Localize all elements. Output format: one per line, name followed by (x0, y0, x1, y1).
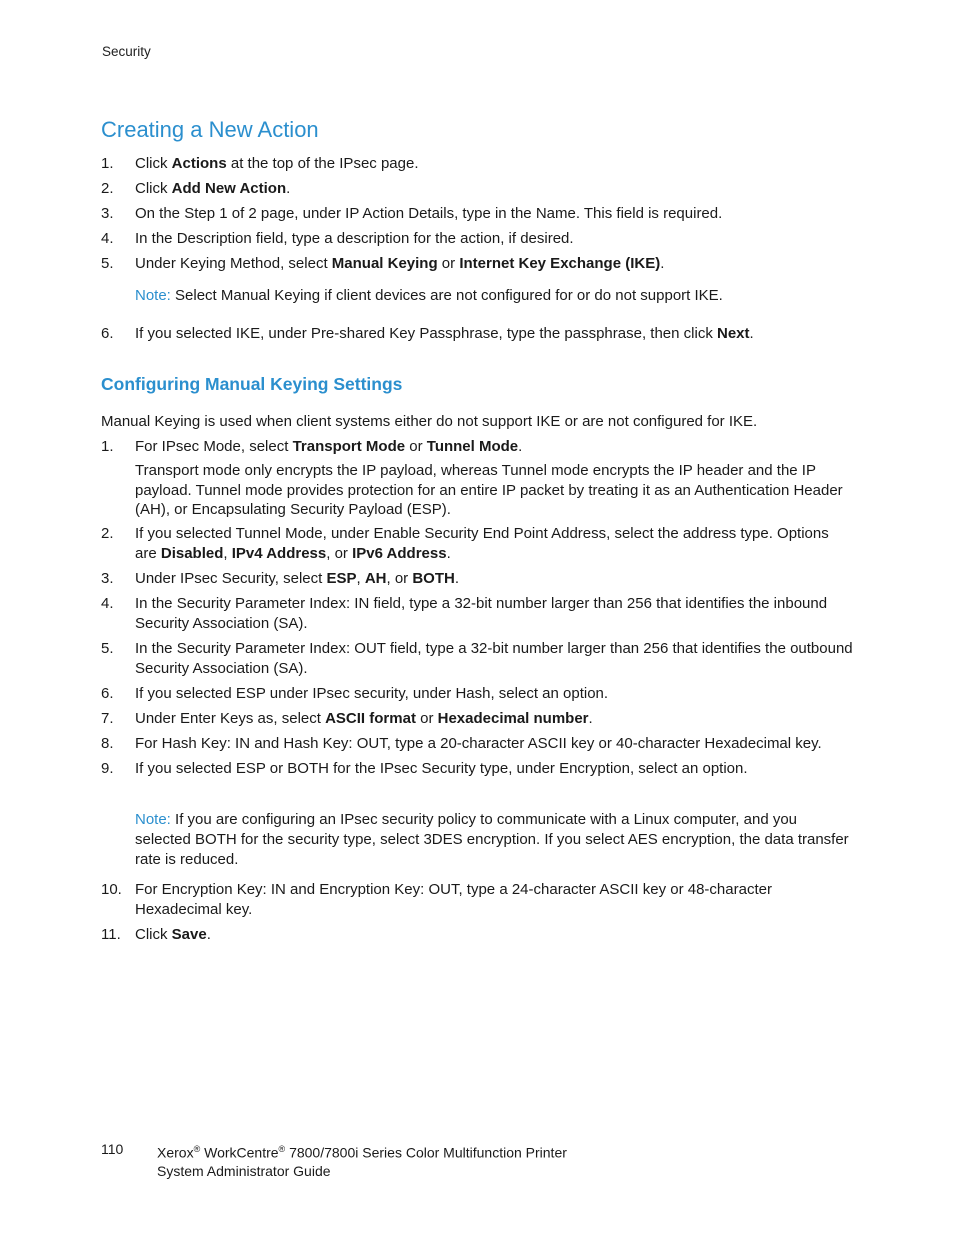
list-item (101, 684, 853, 704)
list-item (101, 254, 853, 274)
step-text: If you selected ESP or BOTH for the IPsec Security type, under Encryption, select an option. (135, 759, 748, 777)
step-number: 4. (101, 230, 114, 247)
step-text: Click Add New Action. (135, 180, 291, 197)
steps-list-manual-keying (101, 437, 853, 784)
section-title-manual-keying: Configuring Manual Keying Settings (101, 374, 403, 394)
step-number: 3. (101, 205, 114, 222)
list-item (101, 204, 853, 224)
list-item (101, 594, 853, 634)
page-number: 110 (101, 1141, 124, 1157)
list-item (101, 925, 853, 945)
step-text: Under Keying Method, select Manual Keying or Internet Key Exchange (IKE). (135, 255, 665, 272)
page-footer (101, 1140, 567, 1180)
step-number: 9. (101, 759, 114, 777)
note-label: Note: (135, 811, 171, 828)
intro-paragraph: Manual Keying is used when client systems either do not support IKE or are not configured for IKE. (101, 413, 758, 430)
note-text: Select Manual Keying if client devices are not configured for or do not support IKE. (170, 287, 723, 304)
list-item (101, 709, 853, 729)
step-number: 10. (101, 881, 122, 898)
step-number: 7. (101, 709, 114, 727)
step-text: In the Description field, type a description for the action, if desired. (135, 230, 574, 247)
guide-name: System Administrator Guide (157, 1162, 331, 1179)
step-text: For Hash Key: IN and Hash Key: OUT, type a 20-character ASCII key or 40-character Hexadecimal key. (135, 734, 822, 752)
list-item (101, 154, 853, 174)
running-header: Security (102, 44, 151, 59)
product-name: Xerox® WorkCentre® 7800/7800i Series Color Multifunction Printer (157, 1144, 567, 1161)
step-number: 11. (101, 926, 121, 943)
list-item (101, 569, 853, 589)
list-item (101, 734, 853, 754)
step-text: In the Security Parameter Index: IN field, type a 32-bit number larger than 256 that identifies the inbound Security Association (SA). (135, 594, 828, 632)
step-number: 6. (101, 684, 114, 702)
list-item (101, 179, 853, 199)
step-text: Under IPsec Security, select ESP, AH, or BOTH. (135, 569, 460, 587)
step-text: In the Security Parameter Index: OUT field, type a 32-bit number larger than 256 that identifies the outbound Security Association (SA). (135, 639, 853, 677)
step-detail: Transport mode only encrypts the IP payload, whereas Tunnel mode encrypts the IP header and the IP payload. Tunnel mode provides protection for an entire IP packet by treating it as an Authentication Header (AH), or Encapsulating Security Payload (ESP). (135, 462, 843, 518)
step-number: 3. (101, 569, 114, 587)
step-number: 4. (101, 594, 114, 612)
step-number: 2. (101, 180, 114, 197)
steps-list-creating-action (101, 154, 853, 279)
step-text: For Encryption Key: IN and Encryption Key: OUT, type a 24-character ASCII key or 48-character Hexadecimal key. (135, 881, 772, 918)
step-text: For IPsec Mode, select Transport Mode or Tunnel Mode. Transport mode only encrypts the IP payload, whereas Tunnel mode encrypts the IP header and the IP payload. Tunnel mode provides protection for an entire IP packet by treating it as an Authentication Header (AH), or Encapsulating Security Payload (ESP). (135, 437, 853, 520)
step-number: 8. (101, 734, 114, 752)
step-text: Under Enter Keys as, select ASCII format or Hexadecimal number. (135, 709, 593, 727)
step-number: 2. (101, 524, 114, 542)
step-text: Click Actions at the top of the IPsec page. (135, 155, 419, 172)
list-item (101, 759, 853, 779)
step-number: 1. (101, 438, 114, 455)
steps-list-manual-keying-cont (101, 880, 853, 950)
step-text: On the Step 1 of 2 page, under IP Action Details, type in the Name. This field is required. (135, 205, 723, 222)
step-number: 6. (101, 325, 114, 342)
note-label: Note: (135, 287, 171, 304)
step-text: If you selected IKE, under Pre-shared Key Passphrase, type the passphrase, then click Next. (135, 325, 754, 342)
note-keying (135, 286, 723, 306)
step-number: 5. (101, 255, 114, 272)
list-item (101, 639, 853, 679)
list-item (101, 524, 853, 564)
step-number: 5. (101, 639, 114, 657)
step-text: Click Save. (135, 926, 211, 943)
list-item (101, 437, 853, 520)
note-linux (135, 810, 853, 870)
step-number: 1. (101, 155, 114, 172)
steps-list-creating-action-cont (101, 324, 853, 349)
section-title-creating-action: Creating a New Action (101, 117, 319, 142)
list-item (101, 324, 853, 344)
list-item (101, 229, 853, 249)
list-item (101, 880, 853, 920)
step-text: If you selected Tunnel Mode, under Enable Security End Point Address, select the address type. Options are Disabled, IPv4 Address, or IPv6 Address. (135, 524, 829, 562)
note-text: If you are configuring an IPsec security policy to communicate with a Linux computer, and you selected BOTH for the security type, select 3DES encryption. If you select AES encryption, the data transfer rate is reduced. (135, 811, 849, 868)
step-text: If you selected ESP under IPsec security, under Hash, select an option. (135, 684, 609, 702)
